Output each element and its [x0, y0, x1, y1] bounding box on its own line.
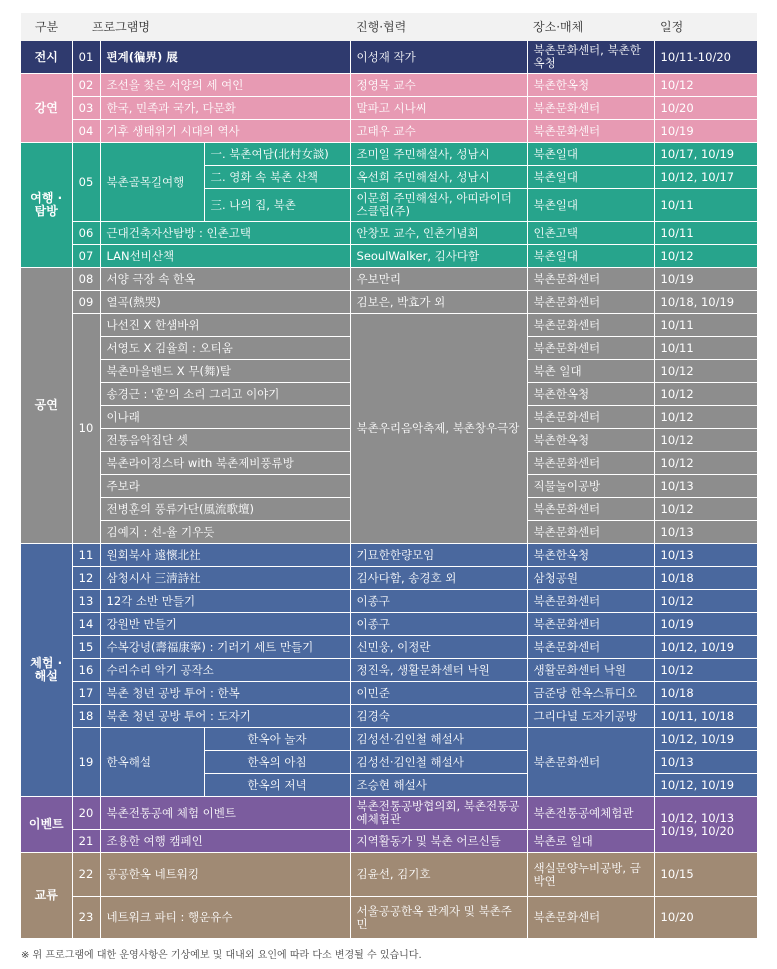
program-number: 10 — [72, 314, 100, 544]
program-organizer: 정영목 교수 — [350, 74, 527, 97]
program-name: 서양 극장 속 한옥 — [100, 268, 350, 291]
program-organizer: 조승현 해설사 — [350, 774, 527, 797]
program-name: 강원반 만들기 — [100, 613, 350, 636]
program-number: 18 — [72, 705, 100, 728]
program-venue: 북촌일대 — [527, 189, 654, 222]
program-venue: 북촌 일대 — [527, 360, 654, 383]
program-name: 조선을 찾은 서양의 세 여인 — [100, 74, 350, 97]
program-number: 14 — [72, 613, 100, 636]
program-venue: 그리다널 도자기공방 — [527, 705, 654, 728]
program-organizer: 말파고 시나씨 — [350, 97, 527, 120]
program-venue: 북촌문화센터 — [527, 268, 654, 291]
program-organizer: 북촌우리음악축제, 북촌창우극장 — [350, 314, 527, 544]
program-name: 김예지 : 선-율 기우듯 — [100, 521, 350, 544]
program-organizer: 옥선희 주민해설사, 성남시 — [350, 166, 527, 189]
table-row — [21, 567, 757, 590]
program-name: 공공한옥 네트워킹 — [100, 853, 350, 897]
program-name: 주보라 — [100, 475, 350, 498]
program-venue: 북촌문화센터 — [527, 636, 654, 659]
table-row — [21, 797, 757, 830]
program-number: 20 — [72, 797, 100, 830]
program-venue: 북촌문화센터 — [527, 452, 654, 475]
program-subtitle: 三. 나의 집, 북촌 — [204, 189, 350, 222]
program-number: 16 — [72, 659, 100, 682]
program-name: 삼청시사 三淸詩社 — [100, 567, 350, 590]
program-venue: 북촌문화센터 — [527, 314, 654, 337]
program-name: 수복강녕(壽福康寧) : 기러기 세트 만들기 — [100, 636, 350, 659]
program-name: 조용한 여행 캠페인 — [100, 830, 350, 853]
program-number: 07 — [72, 245, 100, 268]
program-venue: 색실문양누비공방, 금박연 — [527, 853, 654, 897]
program-venue: 북촌문화센터 — [527, 337, 654, 360]
program-venue: 북촌일대 — [527, 166, 654, 189]
program-organizer: 고태우 교수 — [350, 120, 527, 143]
table-row — [21, 97, 757, 120]
program-venue: 북촌문화센터 — [527, 728, 654, 797]
program-date: 10/12 — [654, 659, 757, 682]
header-program: 프로그램명 — [72, 13, 350, 41]
program-date: 10/12, 10/19 — [654, 728, 757, 751]
program-date: 10/19 — [654, 268, 757, 291]
program-date: 10/13 — [654, 521, 757, 544]
program-name: 한국, 민족과 국가, 다문화 — [100, 97, 350, 120]
table-header-row — [21, 13, 757, 41]
table-row — [21, 590, 757, 613]
category-exchange: 교류 — [21, 853, 72, 939]
program-date: 10/12 — [654, 452, 757, 475]
program-venue: 북촌문화센터 — [527, 406, 654, 429]
program-organizer: 이민준 — [350, 682, 527, 705]
program-schedule-table — [21, 13, 757, 939]
program-organizer: 우보만리 — [350, 268, 527, 291]
table-row — [21, 143, 757, 166]
program-venue: 삼청공원 — [527, 567, 654, 590]
program-organizer: 김사다함, 송경호 외 — [350, 567, 527, 590]
program-name: 기후 생태위기 시대의 역사 — [100, 120, 350, 143]
program-venue: 생활문화센터 낙원 — [527, 659, 654, 682]
program-organizer: 김경숙 — [350, 705, 527, 728]
table-row — [21, 222, 757, 245]
program-organizer: 김보은, 박효가 외 — [350, 291, 527, 314]
program-date: 10/11 — [654, 337, 757, 360]
program-name: 근대건축자산탐방 : 인촌고택 — [100, 222, 350, 245]
program-venue: 북촌문화센터 — [527, 291, 654, 314]
program-venue: 북촌문화센터 — [527, 97, 654, 120]
program-name: 편계(徧界) 展 — [100, 41, 350, 74]
program-venue: 북촌한옥청 — [527, 74, 654, 97]
program-number: 06 — [72, 222, 100, 245]
program-name: 원회북사 遠懷北社 — [100, 544, 350, 567]
program-date: 10/12, 10/17 — [654, 166, 757, 189]
program-date: 10/12, 10/13 10/19, 10/20 — [654, 797, 757, 853]
table-row — [21, 636, 757, 659]
program-venue: 북촌문화센터 — [527, 613, 654, 636]
program-number: 12 — [72, 567, 100, 590]
header-schedule: 일정 — [654, 13, 757, 41]
table-row — [21, 314, 757, 337]
table-row — [21, 897, 757, 939]
program-subtitle: 한옥아 놀자 — [204, 728, 350, 751]
table-row — [21, 853, 757, 897]
footnote: ※ 위 프로그램에 대한 운영사항은 기상예보 및 대내외 요인에 따라 다소 변경될 수 있습니다. — [21, 950, 422, 961]
program-name: 전통음악집단 셋 — [100, 429, 350, 452]
program-date: 10/11 — [654, 222, 757, 245]
table-row — [21, 544, 757, 567]
program-date: 10/19 — [654, 613, 757, 636]
program-number: 03 — [72, 97, 100, 120]
program-name: 북촌 청년 공방 투어 : 도자기 — [100, 705, 350, 728]
program-date: 10/12, 10/19 — [654, 774, 757, 797]
program-name: 북촌마을밴드 X 무(舞)탈 — [100, 360, 350, 383]
program-organizer: 북촌전통공방협의회, 북촌전통공예체험관 — [350, 797, 527, 830]
program-date: 10/18, 10/19 — [654, 291, 757, 314]
program-venue: 북촌문화센터 — [527, 897, 654, 939]
program-subtitle: 二. 영화 속 북촌 산책 — [204, 166, 350, 189]
table-row — [21, 74, 757, 97]
program-subtitle: 한옥의 아침 — [204, 751, 350, 774]
program-venue: 북촌일대 — [527, 143, 654, 166]
program-date: 10/12 — [654, 429, 757, 452]
program-number: 19 — [72, 728, 100, 797]
program-organizer: 기묘한한량모임 — [350, 544, 527, 567]
program-number: 17 — [72, 682, 100, 705]
header-category: 구분 — [21, 13, 72, 41]
program-number: 13 — [72, 590, 100, 613]
program-name: 북촌골목길여행 — [100, 143, 204, 222]
program-date: 10/12 — [654, 383, 757, 406]
program-name: 송경근 : '훈'의 소리 그리고 이야기 — [100, 383, 350, 406]
program-organizer: SeoulWalker, 김사다함 — [350, 245, 527, 268]
program-name: 북촌전통공예 체험 이벤트 — [100, 797, 350, 830]
program-date: 10/12 — [654, 360, 757, 383]
program-venue: 북촌한옥청 — [527, 429, 654, 452]
program-date: 10/11 — [654, 314, 757, 337]
program-number: 11 — [72, 544, 100, 567]
program-date: 10/12 — [654, 498, 757, 521]
program-name: 한옥해설 — [100, 728, 204, 797]
program-venue: 직물놀이공방 — [527, 475, 654, 498]
program-date: 10/20 — [654, 97, 757, 120]
program-organizer: 김성선·김인철 해설사 — [350, 751, 527, 774]
program-date: 10/17, 10/19 — [654, 143, 757, 166]
table-row — [21, 728, 757, 751]
program-venue: 북촌문화센터 — [527, 521, 654, 544]
table-row — [21, 41, 757, 74]
program-date: 10/13 — [654, 544, 757, 567]
program-number: 04 — [72, 120, 100, 143]
program-organizer: 이성재 작가 — [350, 41, 527, 74]
program-name: 열곡(熱哭) — [100, 291, 350, 314]
program-organizer: 지역활동가 및 북촌 어르신들 — [350, 830, 527, 853]
table-row — [21, 268, 757, 291]
category-event: 이벤트 — [21, 797, 72, 853]
program-name: 북촌 청년 공방 투어 : 한복 — [100, 682, 350, 705]
program-date: 10/12 — [654, 245, 757, 268]
program-organizer: 신민웅, 이정란 — [350, 636, 527, 659]
program-organizer: 이종구 — [350, 590, 527, 613]
category-experience: 체험 · 해설 — [21, 544, 72, 797]
program-number: 21 — [72, 830, 100, 853]
program-venue: 북촌문화센터 — [527, 120, 654, 143]
program-name: 나선진 X 한샘바위 — [100, 314, 350, 337]
program-organizer: 이문희 주민해설사, 아띠라이더스클럽(주) — [350, 189, 527, 222]
program-number: 02 — [72, 74, 100, 97]
program-date: 10/12, 10/19 — [654, 636, 757, 659]
table-row — [21, 613, 757, 636]
program-number: 05 — [72, 143, 100, 222]
category-exhibit: 전시 — [21, 41, 72, 74]
table-row — [21, 291, 757, 314]
program-name: 이나래 — [100, 406, 350, 429]
table-row — [21, 120, 757, 143]
table-row — [21, 705, 757, 728]
program-date: 10/19 — [654, 120, 757, 143]
program-venue: 북촌한옥청 — [527, 383, 654, 406]
category-travel: 여행 · 탐방 — [21, 143, 72, 268]
program-number: 15 — [72, 636, 100, 659]
program-organizer: 서울공공한옥 관계자 및 북촌주민 — [350, 897, 527, 939]
program-venue: 북촌문화센터, 북촌한옥청 — [527, 41, 654, 74]
program-date: 10/18 — [654, 682, 757, 705]
table-row — [21, 245, 757, 268]
program-date: 10/11, 10/18 — [654, 705, 757, 728]
program-date: 10/13 — [654, 751, 757, 774]
program-venue: 인촌고택 — [527, 222, 654, 245]
category-performance: 공연 — [21, 268, 72, 544]
program-name: 전병훈의 풍류가단(風流歌壇) — [100, 498, 350, 521]
program-name: 12각 소반 만들기 — [100, 590, 350, 613]
header-venue: 장소·매체 — [527, 13, 654, 41]
program-organizer: 정진욱, 생활문화센터 낙원 — [350, 659, 527, 682]
program-organizer: 김성선·김인철 해설사 — [350, 728, 527, 751]
program-organizer: 이종구 — [350, 613, 527, 636]
program-date: 10/12 — [654, 74, 757, 97]
program-name: 네트워크 파티 : 행운유수 — [100, 897, 350, 939]
program-organizer: 안창모 교수, 인촌기념회 — [350, 222, 527, 245]
program-organizer: 김윤선, 김기호 — [350, 853, 527, 897]
program-name: 북촌라이징스타 with 북촌제비풍류방 — [100, 452, 350, 475]
program-subtitle: 한옥의 저녁 — [204, 774, 350, 797]
program-date: 10/12 — [654, 590, 757, 613]
table-row — [21, 830, 757, 853]
program-venue: 북촌전통공예체험관 — [527, 797, 654, 830]
program-venue: 금준당 한옥스튜디오 — [527, 682, 654, 705]
program-date: 10/11 — [654, 189, 757, 222]
program-number: 08 — [72, 268, 100, 291]
program-date: 10/15 — [654, 853, 757, 897]
program-date: 10/20 — [654, 897, 757, 939]
program-subtitle: 一. 북촌여담(北村女談) — [204, 143, 350, 166]
program-number: 22 — [72, 853, 100, 897]
program-venue: 북촌한옥청 — [527, 544, 654, 567]
program-venue: 북촌로 일대 — [527, 830, 654, 853]
program-number: 01 — [72, 41, 100, 74]
program-date: 10/11-10/20 — [654, 41, 757, 74]
program-organizer: 조미일 주민해설사, 성남시 — [350, 143, 527, 166]
program-name: 수리수리 악기 공작소 — [100, 659, 350, 682]
table-row — [21, 682, 757, 705]
program-name: LAN선비산책 — [100, 245, 350, 268]
program-name: 서영도 X 김율희 : 오티움 — [100, 337, 350, 360]
category-lecture: 강연 — [21, 74, 72, 143]
header-organizer: 진행·협력 — [350, 13, 527, 41]
program-date: 10/18 — [654, 567, 757, 590]
program-venue: 북촌문화센터 — [527, 590, 654, 613]
program-number: 09 — [72, 291, 100, 314]
program-date: 10/12 — [654, 406, 757, 429]
program-venue: 북촌문화센터 — [527, 498, 654, 521]
program-number: 23 — [72, 897, 100, 939]
program-venue: 북촌일대 — [527, 245, 654, 268]
table-row — [21, 659, 757, 682]
program-date: 10/13 — [654, 475, 757, 498]
